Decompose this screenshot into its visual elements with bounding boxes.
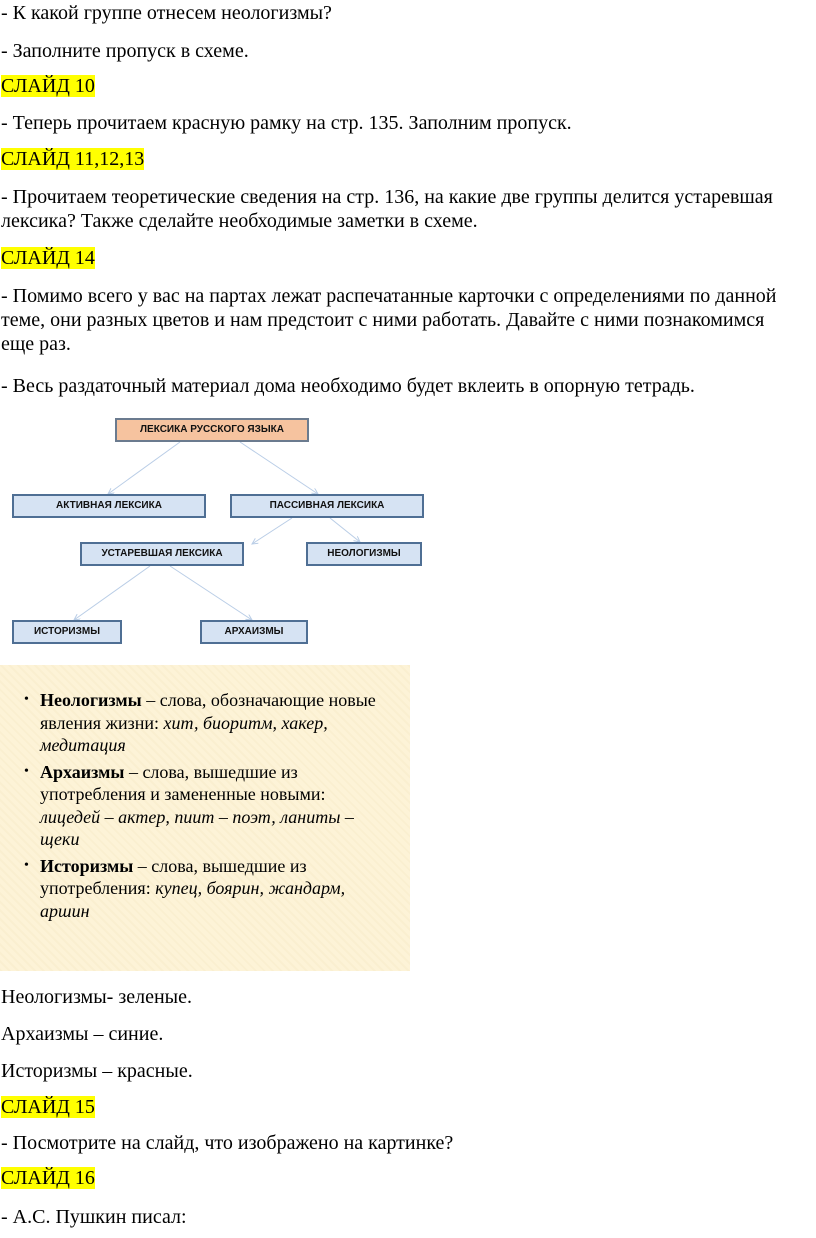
color-note: Историзмы – красные. <box>1 1060 193 1082</box>
node-historicisms: ИСТОРИЗМЫ <box>12 620 122 644</box>
slide-label: СЛАЙД 11,12,13 <box>1 148 145 170</box>
slide-heading <box>1 147 144 171</box>
slide-heading <box>1 74 95 98</box>
node-passive-lexicon: ПАССИВНАЯ ЛЕКСИКА <box>230 494 424 518</box>
definition-examples: лицедей – актер, пиит – поэт, ланиты – щеки <box>40 806 354 849</box>
text-line: - Весь раздаточный материал дома необходимо будет вклеить в опорную тетрадь. <box>1 375 695 397</box>
definition-term: Историзмы <box>40 855 134 876</box>
definition-item <box>24 855 388 923</box>
lexicon-diagram <box>0 410 440 650</box>
color-note: Неологизмы- зеленые. <box>1 986 192 1008</box>
definition-examples: хит, биоритм, хакер, медитация <box>40 712 328 755</box>
connector-line <box>240 442 318 494</box>
definition-item <box>24 689 388 757</box>
slide-heading <box>1 246 95 270</box>
connector-line <box>170 566 252 620</box>
slide-label: СЛАЙД 15 <box>1 1096 95 1118</box>
text-line: - Теперь прочитаем красную рамку на стр. 135. Заполним пропуск. <box>1 112 572 134</box>
definition-text: – слова, обозначающие новые явления жизни: <box>40 690 376 733</box>
definition-examples: купец, боярин, жандарм, аршин <box>40 878 346 921</box>
connector-line <box>74 566 150 620</box>
bullet: • <box>24 692 29 707</box>
node-obsolete-lexicon: УСТАРЕВШАЯ ЛЕКСИКА <box>80 542 244 566</box>
definitions-card <box>0 665 410 971</box>
text-line: - К какой группе отнесем неологизмы? <box>1 2 332 24</box>
node-russian-lexicon: ЛЕКСИКА РУССКОГО ЯЗЫКА <box>115 418 309 442</box>
slide-heading <box>1 1095 95 1119</box>
connector-line <box>330 518 360 542</box>
text-line: - Посмотрите на слайд, что изображено на картинке? <box>1 1132 454 1154</box>
slide-label: СЛАЙД 14 <box>1 247 95 269</box>
definition-item <box>24 761 388 851</box>
diagram-connectors <box>0 410 440 650</box>
bullet: • <box>24 763 29 779</box>
definition-text: – слова, вышедшие из употребления: <box>40 855 307 898</box>
node-active-lexicon: АКТИВНАЯ ЛЕКСИКА <box>12 494 206 518</box>
node-neologisms: НЕОЛОГИЗМЫ <box>306 542 422 566</box>
color-note: Архаизмы – синие. <box>1 1023 164 1045</box>
text-line: - А.С. Пушкин писал: <box>1 1206 187 1228</box>
slide-label: СЛАЙД 16 <box>1 1167 95 1189</box>
definition-text: – слова, вышедшие из употребления и замененные новыми: <box>40 761 326 804</box>
text-line: - Заполните пропуск в схеме. <box>1 40 249 62</box>
paragraph: - Прочитаем теоретические сведения на стр. 136, на какие две группы делится устаревшая лексика? Также сделайте необходимые заметки в схеме. <box>1 186 773 232</box>
connector-line <box>252 518 292 544</box>
paragraph: - Помимо всего у вас на партах лежат распечатанные карточки с определениями по данной теме, они разных цветов и нам предстоит с ними работать. Давайте с ними познакомимся еще раз. <box>1 285 777 355</box>
slide-heading <box>1 1166 95 1190</box>
definition-term: Архаизмы <box>40 761 125 782</box>
bullet: • <box>24 857 29 873</box>
node-archaisms: АРХАИЗМЫ <box>200 620 308 644</box>
connector-line <box>108 442 180 494</box>
slide-label: СЛАЙД 10 <box>1 75 95 97</box>
definition-term: Неологизмы <box>40 690 142 710</box>
